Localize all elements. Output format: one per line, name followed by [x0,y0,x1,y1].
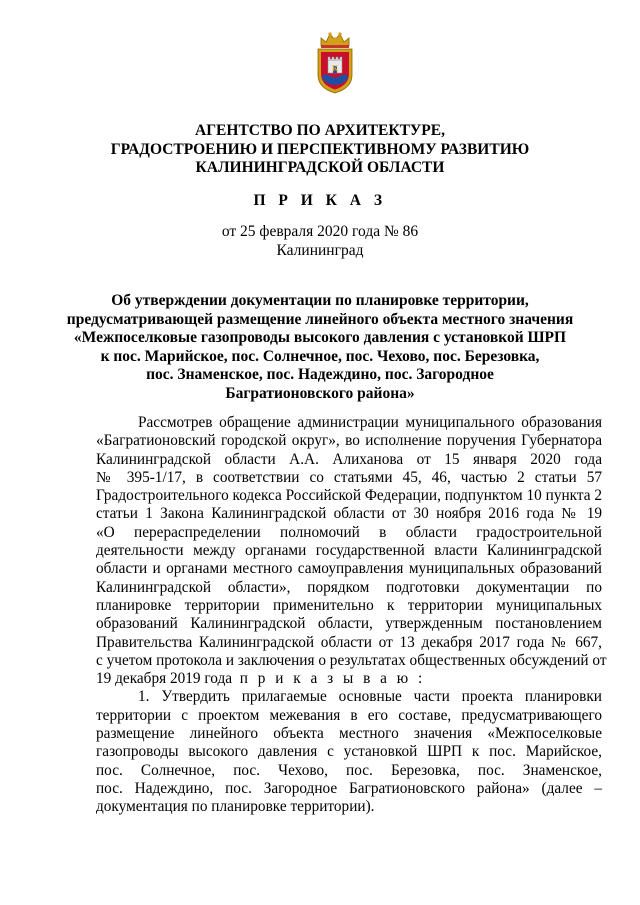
item-1-line: 1. Утвердить прилагаемые основные части проекта планировки [138,688,602,706]
order-body [96,414,607,817]
document-type-title: П Р И К А З [253,192,387,209]
subject-line: «Межпоселковые газопроводы высокого давления с установкой ШРП [73,329,567,346]
preamble-line: № 395-1/17, в соответствии со статьями 45, 46, частью 2 статьи 57 [96,468,602,486]
agency-line-3: КАЛИНИНГРАДСКОЙ ОБЛАСТИ [195,159,445,176]
preamble-line: планировке территории применительно к территории муниципальных [96,596,602,614]
item-1-paragraph [96,688,602,816]
decree-word: п р и к а з ы в а ю : [239,670,426,688]
order-subject [0,292,640,403]
kaliningrad-coat-of-arms-icon [312,30,358,94]
agency-line-2: ГРАДОСТРОЕНИЮ И ПЕРСПЕКТИВНОМУ РАЗВИТИЮ [110,140,530,158]
item-1-line: пос. Надеждино, пос. Загородное Багратионовского района» (далее – [96,779,602,797]
svg-text:К: К [331,64,339,73]
item-1-line: размещение линейного объекта местного значения «Межпоселковые [96,725,602,743]
item-1-line: территории с проектом межевания в его составе, предусматривающего [96,706,602,724]
item-1-line: газопроводы высокого давления с установкой ШРП к пос. Марийское, [96,743,602,761]
preamble-line: Правительства Калининградской области от 13 декабря 2017 года № 667, [96,633,602,651]
order-date-line: от 25 февраля 2020 года № 86 [221,223,419,240]
agency-name [0,122,640,178]
preamble-last-line [96,670,602,688]
subject-line: к пос. Марийское, пос. Солнечное, пос. Чехово, пос. Березовка, [100,347,540,365]
preamble-line: области и органами местного самоуправления муниципальных образований [96,560,602,578]
preamble-paragraph [96,414,607,688]
item-1-line: пос. Солнечное, пос. Чехово, пос. Березовка, пос. Знаменское, [96,761,602,779]
preamble-line: «Багратионовский городской округ», во исполнение поручения Губернатора [96,432,602,450]
item-1-line: документация по планировке территории). [96,798,375,816]
agency-line-1: АГЕНТСТВО ПО АРХИТЕКТУРЕ, [195,122,445,139]
preamble-line: образований Калининградской области, утвержденным постановлением [96,615,602,633]
preamble-line: «О перераспределении полномочий в области градостроительной [96,523,602,541]
preamble-line: деятельности между органами государственной власти Калининградской [96,542,602,560]
preamble-line: Градостроительного кодекса Российской Федерации, подпунктом 10 пункта 2 [96,487,603,505]
order-city: Калининград [276,241,364,259]
order-date-block [0,223,640,260]
subject-line: Об утверждении документации по планировке территории, [111,292,529,309]
preamble-line: статьи 1 Закона Калининградской области от 30 ноября 2016 года № 19 [96,505,602,523]
preamble-line: Рассмотрев обращение администрации муниципального образования [138,414,602,431]
preamble-line: с учетом протокола и заключения о результатах общественных обсуждений от [96,651,607,669]
preamble-end-date: 19 декабря 2019 года [96,670,233,688]
subject-line: предусматривающей размещение линейного объекта местного значения [66,310,574,328]
subject-line: пос. Знаменское, пос. Надеждино, пос. Загородное [146,366,494,383]
preamble-line: Калининградской области», порядком подготовки документации по [96,578,602,596]
subject-line: Багратионовского района» [225,384,415,402]
preamble-line: Калининградской области А.А. Алиханова от 15 января 2020 года [96,450,602,468]
